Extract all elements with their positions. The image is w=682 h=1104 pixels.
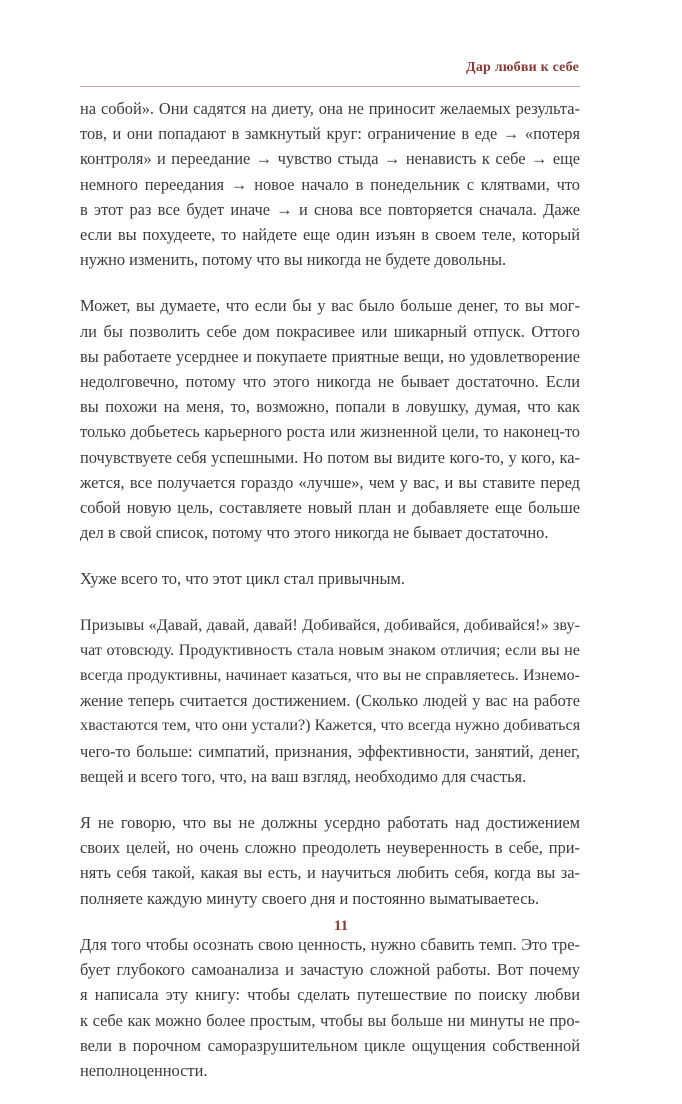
- text-line: только добьетесь карьерного роста или жизненной цели, то наконец-то: [80, 422, 580, 442]
- paragraph: [80, 810, 580, 911]
- text-line: на собой». Они садятся на диету, она не приносит желаемых результа-: [80, 99, 580, 118]
- text-line: вели в порочном саморазрушительном цикле ощущения собственной: [80, 1035, 580, 1055]
- text-line: вещей и всего того, что, на ваш взгляд, необходимо для счастья.: [80, 766, 527, 786]
- text-line: в этот раз все будет иначе → и снова все повторяется сначала. Даже: [80, 199, 580, 219]
- text-line: жется, все получается гораздо «лучше», чем у вас, и вы ставите перед: [80, 472, 580, 492]
- running-head: Дар любви к себе: [466, 60, 579, 75]
- text-line: полняете каждую минуту своего дня и постоянно выматываетесь.: [80, 888, 540, 908]
- text-line: недолговечно, потому что этого никогда не бывает достаточно. Если: [80, 372, 580, 392]
- page-number: 11: [333, 918, 349, 934]
- text-line: контроля» и переедание → чувство стыда → ненависть к себе → еще: [80, 149, 580, 169]
- text-line: ли бы позволить себе дом покрасивее или шикарный отпуск. Оттого: [80, 321, 580, 341]
- paragraph: [80, 566, 580, 591]
- paragraph: [80, 613, 580, 789]
- text-line: Призывы «Давай, давай, давай! Добивайся, добивайся, добивайся!» зву-: [80, 615, 580, 634]
- text-line: я написала эту книгу: чтобы сделать путешествие по поиску любви: [80, 985, 580, 1005]
- text-line: к себе как можно более простым, чтобы вы больше ни минуты не про-: [80, 1010, 580, 1030]
- text-line: чего-то больше: симпатий, признания, эффективности, занятий, денег,: [80, 741, 580, 761]
- text-line: чат отовсюду. Продуктивность стала новым знаком отличия; если вы не: [80, 640, 580, 659]
- text-line: Может, вы думаете, что если бы у вас было больше денег, то вы мог-: [80, 296, 580, 316]
- text-line: Хуже всего то, что этот цикл стал привычным.: [80, 569, 406, 589]
- text-line: всегда продуктивны, начинает казаться, что вы не справляетесь. Изнемо-: [80, 667, 580, 685]
- text-line: Для того чтобы осознать свою ценность, нужно сбавить темп. Это тре-: [80, 934, 580, 954]
- text-line: собой новую цель, составляете новый план и добавляете еще больше: [80, 498, 580, 518]
- text-line: почувствуете себя успешными. Но потом вы видите кого-то, у кого, ка-: [80, 447, 580, 467]
- paragraph: [80, 932, 580, 1083]
- text-line: вы похожи на меня, то, возможно, попали в ловушку, думая, что как: [80, 397, 580, 417]
- paragraph: [80, 293, 580, 545]
- text-line: своих целей, но очень сложно преодолеть неуверенность в себе, при-: [80, 838, 580, 858]
- text-line: немного переедания → новое начало в понедельник с клятвами, что: [80, 174, 580, 194]
- text-line: неполноценности.: [80, 1060, 208, 1080]
- text-line: Я не говорю, что вы не должны усердно работать над достижением: [80, 813, 580, 833]
- text-line: тов, и они попадают в замкнутый круг: ограничение в еде → «потеря: [80, 124, 580, 144]
- text-line: бует глубокого самоанализа и зачастую сложной работы. Вот почему: [80, 960, 580, 980]
- text-line: нужно изменить, потому что вы никогда не будете довольны.: [80, 250, 507, 270]
- text-line: если вы похудеете, то найдете еще один изъян в своем теле, который: [80, 225, 580, 245]
- text-line: дел в свой список, потому что этого никогда не бывает достаточно.: [80, 523, 549, 543]
- body-text: [80, 96, 580, 1104]
- paragraph: [80, 96, 580, 272]
- text-line: вы работаете усерднее и покупаете приятные вещи, но удовлетворение: [80, 346, 580, 366]
- text-line: нять себя такой, какая вы есть, и научиться любить себя, когда вы за-: [80, 863, 580, 883]
- header-rule: [80, 86, 580, 87]
- text-line: хвастаются тем, что они устали?) Кажется, что всегда нужно добиваться: [80, 716, 581, 735]
- text-line: жение теперь считается достижением. (Сколько людей у вас на работе: [80, 691, 580, 711]
